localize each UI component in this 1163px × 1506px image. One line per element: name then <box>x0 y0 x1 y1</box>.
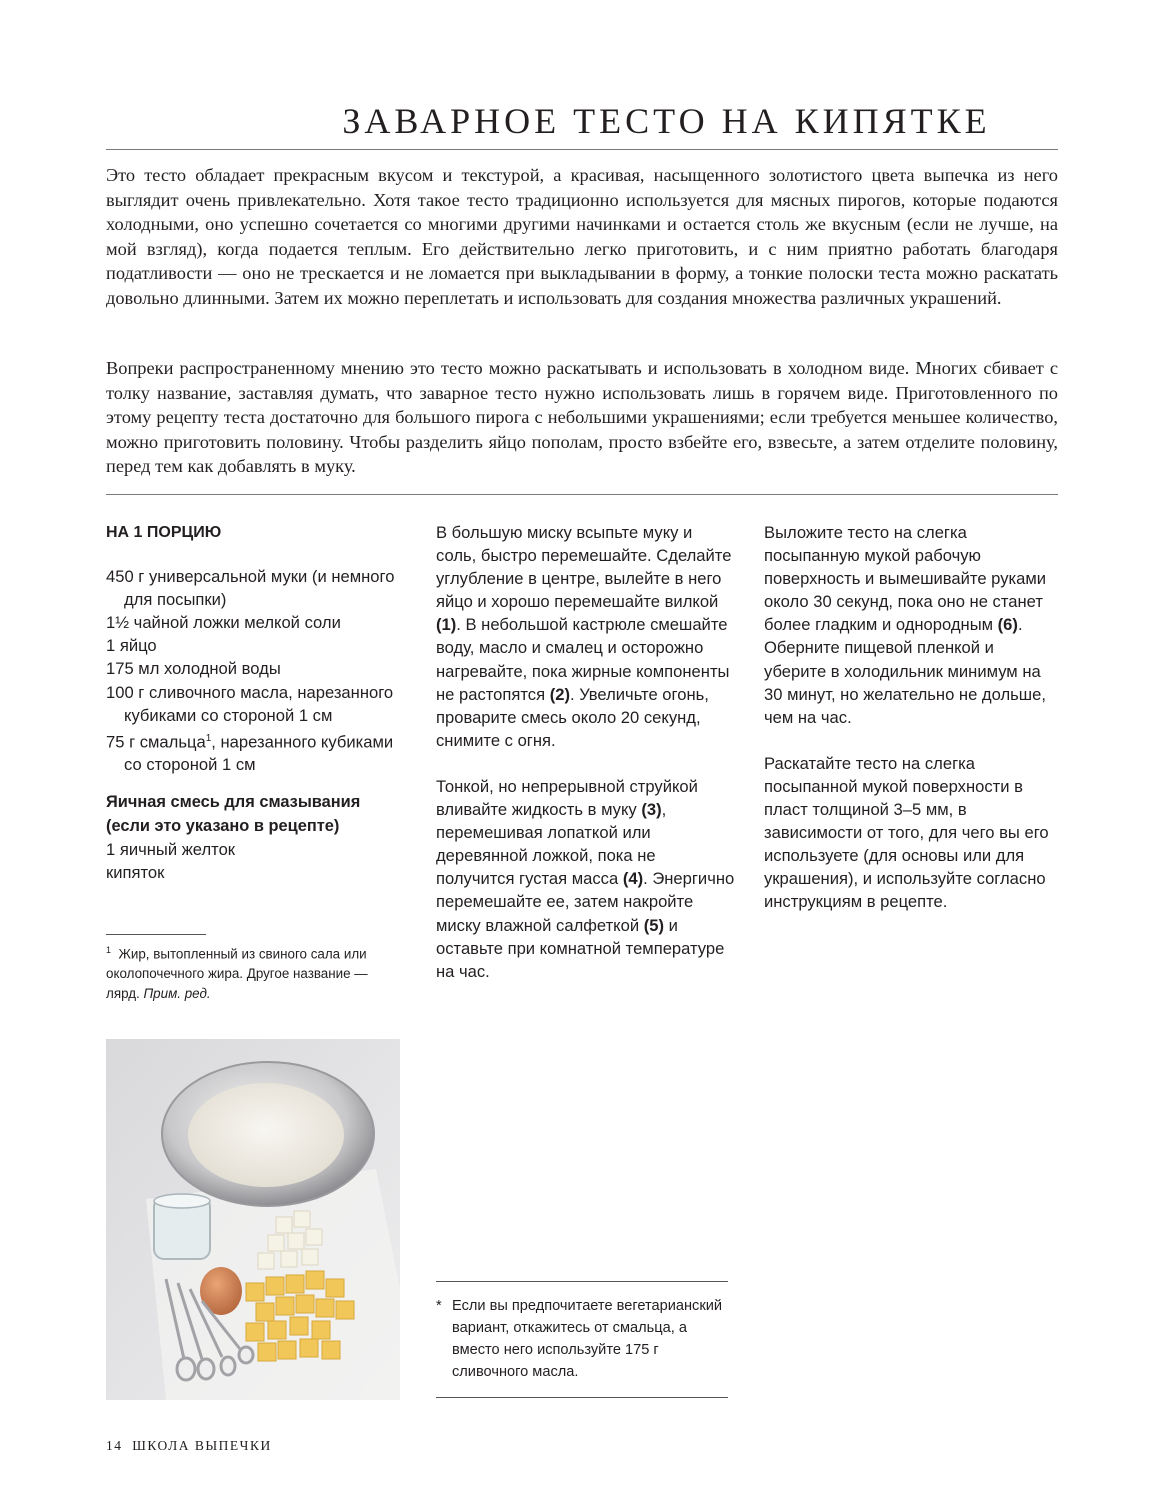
ingredient-item: 1½ чайной ложки мелкой соли <box>106 613 341 633</box>
egg-wash-item: 1 яичный желток <box>106 839 236 859</box>
ingredient-item-lard: 75 г смальца$^1$, нарезанного кубиками со стороной 1 см <box>106 732 394 775</box>
ingredients-photo <box>106 1039 400 1400</box>
section-name: ШКОЛА ВЫПЕЧКИ <box>132 1438 272 1453</box>
step-paragraph: Выложите тесто на слегка посыпанную мукой рабочую поверхность и вымешивайте руками около 30 секунд, пока оно не станет более гладким и однородным (6). Оберните пищевой пленкой и уберите в холодильник минимум на 30 минут, но желательно не дольше, чем на час. <box>764 523 1047 727</box>
egg-wash-heading: Яичная смесь для смазывания (если это указано в рецепте) <box>106 793 361 835</box>
note-text: Если вы предпочитаете вегетарианский вариант, откажитесь от смальца, а вместо него используйте 175 г сливочного масла. <box>452 1298 723 1380</box>
step-paragraph: В большую миску всыпьте муку и соль, быстро перемешайте. Сделайте углубление в центре, вылейте в него яйцо и хорошо перемешайте вилкой (1). В небольшой кастрюле смешайте воду, масло и смалец и осторожно нагревайте, пока жирные компоненты не растопятся (2). Увеличьте огонь, проварите смесь около 20 секунд, снимите с огня. <box>436 523 732 750</box>
page-title: ЗАВАРНОЕ ТЕСТО НА КИПЯТКЕ <box>342 101 991 141</box>
note-top-rule <box>436 1281 728 1282</box>
title-rule <box>106 149 1058 150</box>
egg-wash-item: кипяток <box>106 862 165 882</box>
step-paragraph: Тонкой, но непрерывной струйкой вливайте жидкость в муку (3), перемешивая лопаткой или деревянной ложкой, пока не получится густая масса (4). Энергично перемешайте ее, затем накройте миску влажной салфеткой (5) и оставьте при комнатной температуре на час. <box>436 776 735 981</box>
ingredient-item: 175 мл холодной воды <box>106 659 281 679</box>
ingredient-item: 100 г сливочного масла, нарезанного кубиками со стороной 1 см <box>106 682 394 725</box>
ingredient-item: 1 яйцо <box>106 636 157 656</box>
intro-paragraph-2: Вопреки распространенному мнению это тесто можно раскатывать и использовать в холодном виде. Многих сбивает с толку название, заставляя думать, что заварное тесто нужно использовать лишь в горячем виде. Приготовленного по этому рецепту теста достаточно для большого пирога с небольшими украшениями; если требуется меньшее количество, можно приготовить половину. Чтобы разделить яйцо пополам, просто взбейте его, взвесьте, а затем отделите половину, перед тем как добавлять в муку. <box>106 358 1058 476</box>
intro-rule <box>106 494 1058 495</box>
servings-heading: НА 1 ПОРЦИЮ <box>106 524 222 541</box>
page-footer <box>106 1438 272 1454</box>
page-number: 14 <box>106 1438 123 1453</box>
vegetarian-note <box>436 1295 728 1383</box>
footnote-marker: 1 <box>205 732 212 744</box>
steps-column-3 <box>764 521 1060 914</box>
ingredient-item: 450 г универсальной муки (и немного для посыпки) <box>106 567 395 610</box>
ingredients-column <box>106 521 406 884</box>
note-asterisk: * <box>436 1298 442 1314</box>
footnote: $^1$ Жир, вытопленный из свиного сала или околопочечного жира. Другое название — лярд. Прим. ред. <box>106 945 368 1002</box>
ingredients-list <box>106 565 406 776</box>
footnote-rule <box>106 934 206 935</box>
note-bottom-rule <box>436 1397 728 1398</box>
steps-column-2 <box>436 521 736 983</box>
intro-paragraph-1: Это тесто обладает прекрасным вкусом и текстурой, а красивая, насыщенного золотистого цвета выпечка из него выглядит очень привлекательно. Хотя такое тесто традиционно используется для мясных пирогов, которые подаются холодными, оно успешно сочетается со многими другими начинками и остается столь же вкусным (если не лучше, на мой взгляд), когда подается теплым. Его действительно легко приготовить, и с ним приятно работать благодаря податливости — оно не трескается и не ломается при выкладывании в форму, а тонкие полоски теста можно раскатать довольно длинными. Затем их можно переплетать и использовать для создания множества различных украшений. <box>106 165 1058 308</box>
step-paragraph: Раскатайте тесто на слегка посыпанной мукой поверхности в пласт толщиной 3–5 мм, в зависимости от того, для чего вы его используете (для основы или для украшения), и используйте согласно инструкциям в рецепте. <box>764 753 1049 912</box>
